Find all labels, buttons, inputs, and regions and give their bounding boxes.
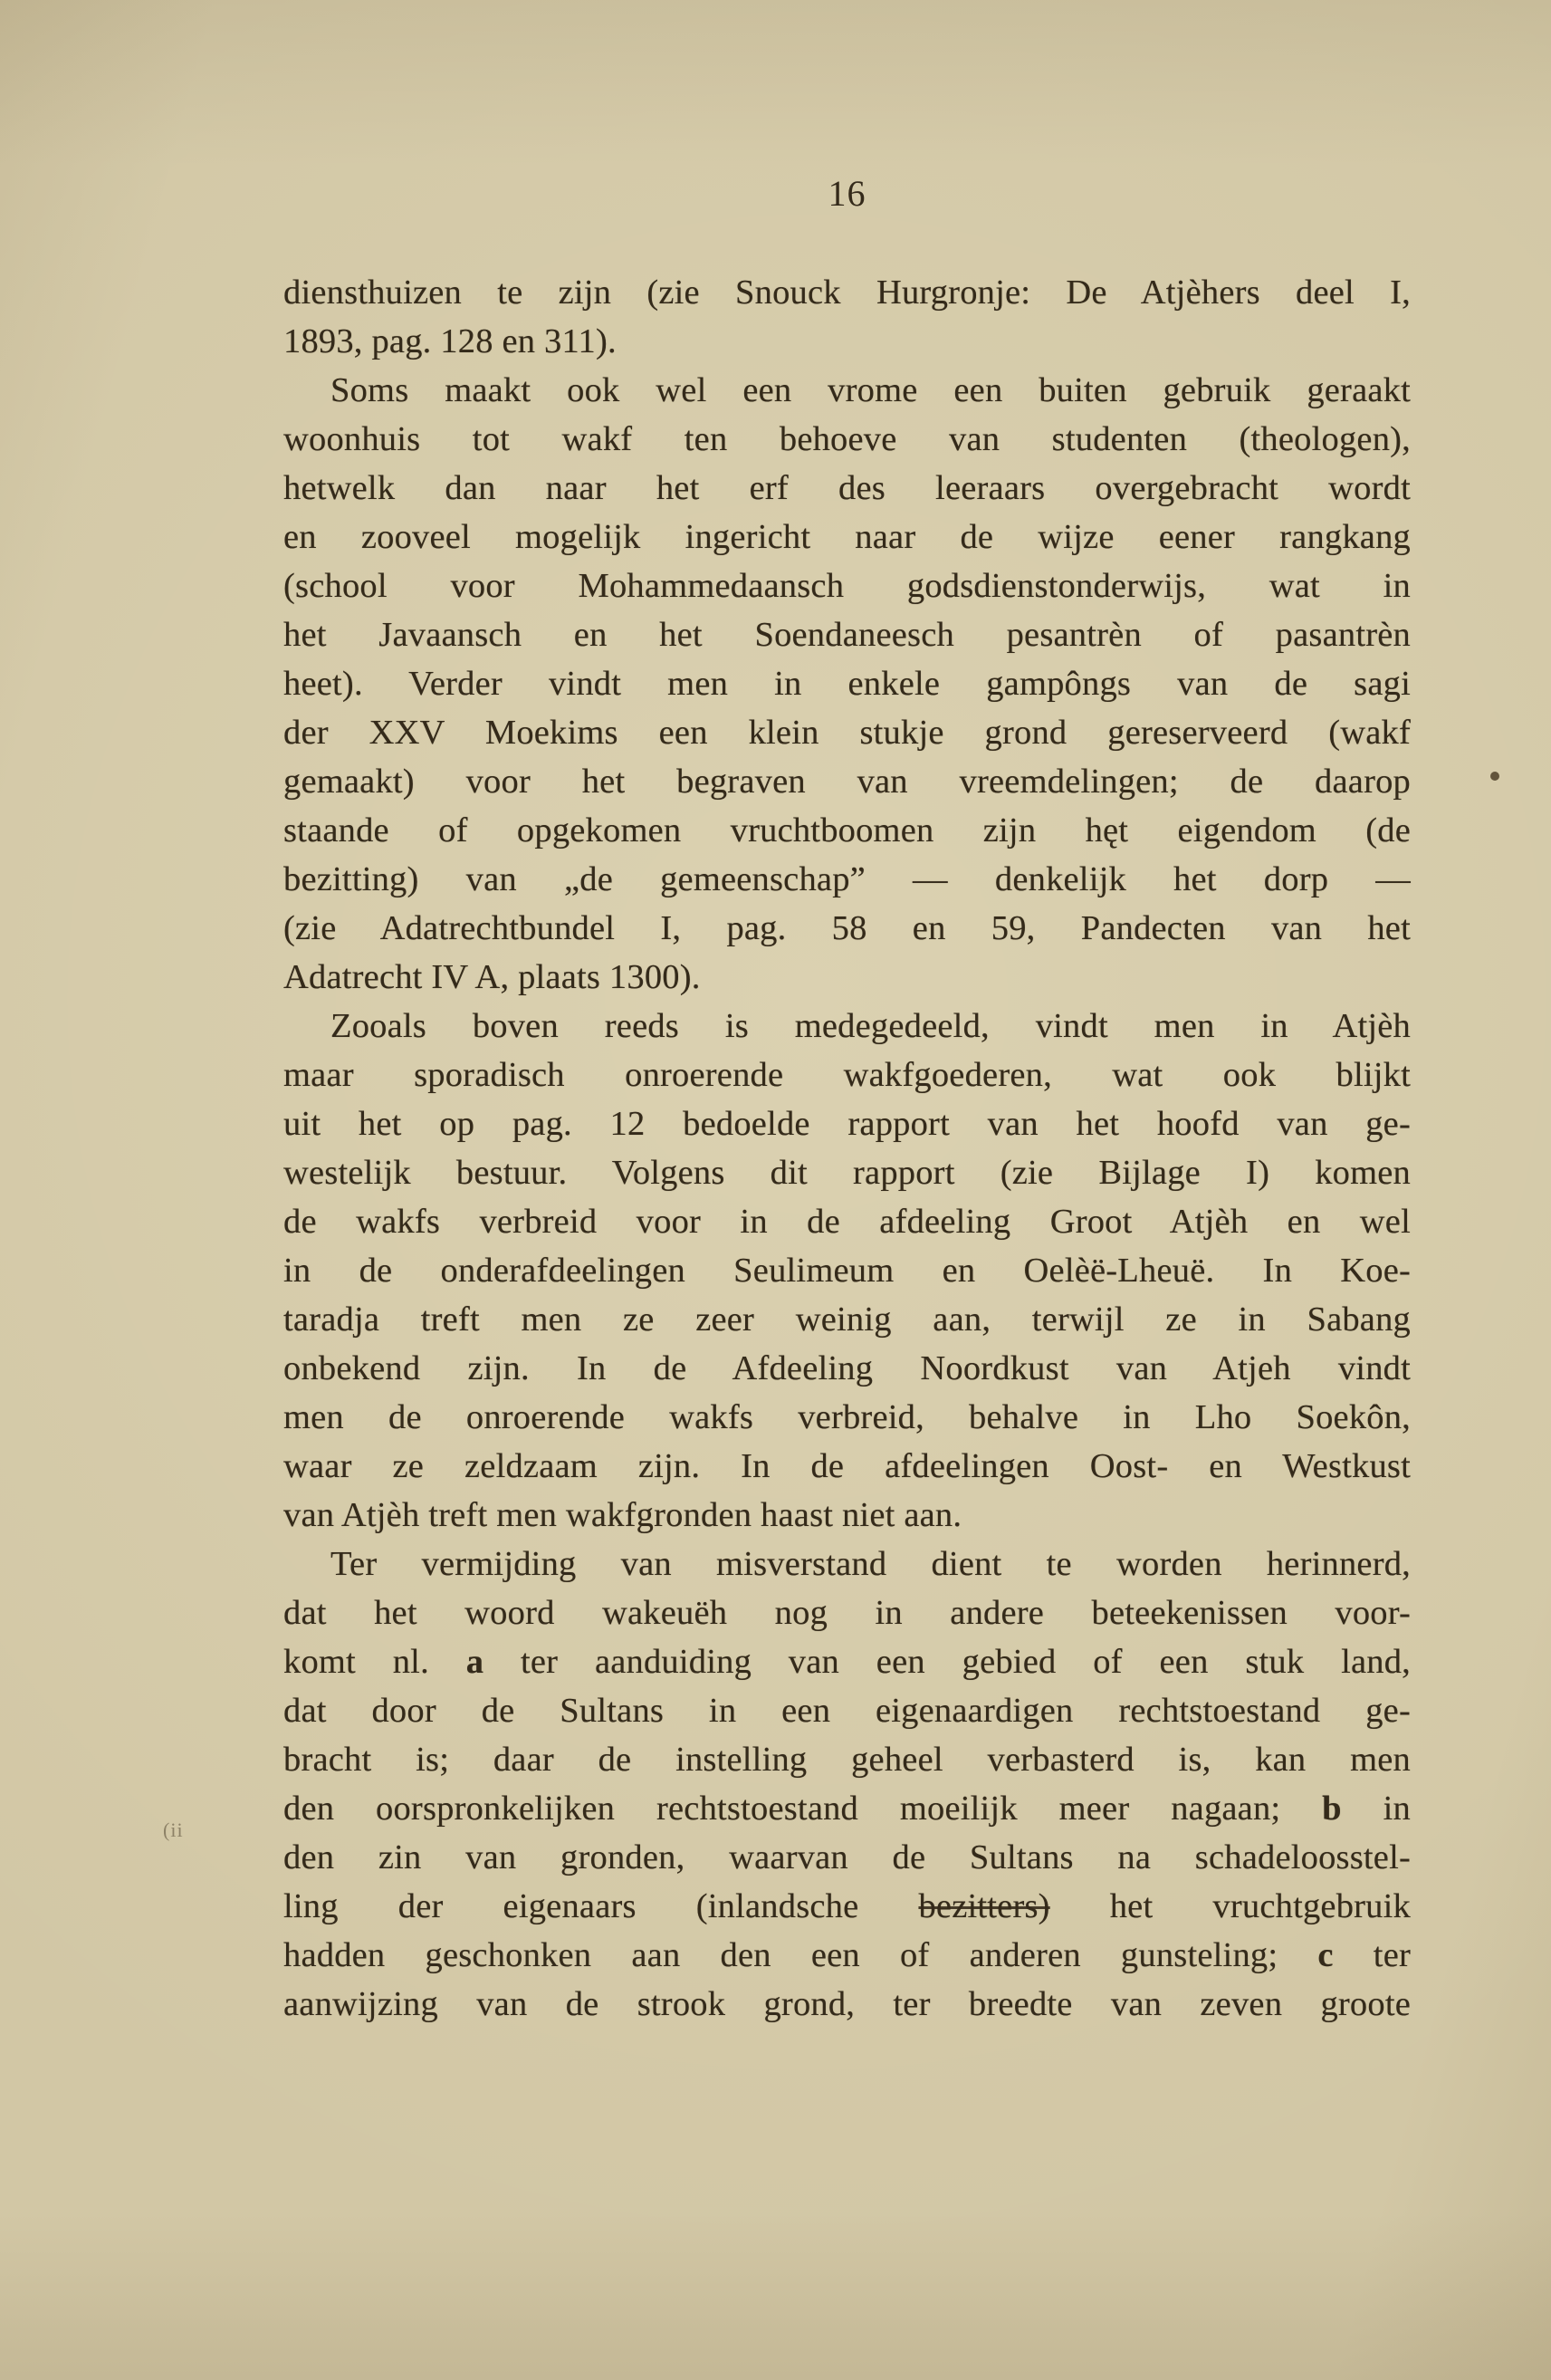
paragraph: [283, 1540, 1411, 2029]
text-line: taradja treft men ze zeer weinig aan, terwijl ze in Sabang: [283, 1300, 1411, 1339]
text-line: den zin van gronden, waarvan de Sultans na schadeloosstel-: [283, 1838, 1411, 1876]
text-line: uit het op pag. 12 bedoelde rapport van het hoofd van ge-: [283, 1105, 1411, 1143]
text-line: bracht is; daar de instelling geheel verbasterd is, kan men: [283, 1741, 1411, 1779]
text-line: dat het woord wakeuëh nog in andere beteekenissen voor-: [283, 1594, 1411, 1632]
text-line: hetwelk dan naar het erf des leeraars overgebracht wordt: [283, 469, 1411, 507]
text-line: den oorspronkelijken rechtstoestand moeilijk meer nagaan; b in: [283, 1790, 1411, 1828]
text-line: hadden geschonken aan den een of anderen gunsteling; c ter: [283, 1936, 1412, 1974]
text-line: in de onderafdeelingen Seulimeum en Oelèë-Lheuë. In Koe-: [283, 1252, 1411, 1290]
text-line: Ter vermijding van misverstand dient te worden herinnerd,: [330, 1545, 1411, 1583]
text-line: van Atjèh treft men wakfgronden haast niet aan.: [283, 1496, 962, 1534]
text-line: heet). Verder vindt men in enkele gampôngs van de sagi: [283, 665, 1411, 703]
text-line: staande of opgekomen vruchtboomen zijn hęt eigendom (de: [283, 811, 1411, 849]
text-line: komt nl. a ter aanduiding van een gebied of een stuk land,: [283, 1643, 1411, 1681]
right-margin-ink-dot: [1490, 772, 1499, 781]
text-line: 1893, pag. 128 en 311).: [283, 322, 617, 360]
text-line: diensthuizen te zijn (zie Snouck Hurgronje: De Atjèhers deel I,: [283, 274, 1411, 312]
text-line: men de onroerende wakfs verbreid, behalve in Lho Soekôn,: [283, 1398, 1411, 1436]
text-line: aanwijzing van de strook grond, ter breedte van zeven groote: [283, 1985, 1411, 2023]
text-line: Zooals boven reeds is medegedeeld, vindt men in Atjèh: [330, 1007, 1411, 1045]
text-line: maar sporadisch onroerende wakfgoederen, wat ook blijkt: [283, 1056, 1411, 1094]
text-line: Soms maakt ook wel een vrome een buiten gebruik geraakt: [330, 371, 1411, 409]
paragraph: [283, 1002, 1411, 1540]
text-line: der XXV Moekims een klein stukje grond gereserveerd (wakf: [283, 714, 1411, 752]
text-line: (school voor Mohammedaansch godsdienstonderwijs, wat in: [283, 567, 1411, 605]
text-line: bezitting) van „de gemeenschap” — denkelijk het dorp —: [283, 860, 1411, 898]
text-line: Adatrecht IV A, plaats 1300).: [283, 958, 701, 996]
text-line: dat door de Sultans in een eigenaardigen rechtstoestand ge-: [283, 1692, 1411, 1730]
text-line: het Javaansch en het Soendaneesch pesantrèn of pasantrèn: [283, 616, 1411, 654]
text-line: (zie Adatrechtbundel I, pag. 58 en 59, Pandecten van het: [283, 909, 1411, 947]
text-line: waar ze zeldzaam zijn. In de afdeelingen Oost- en Westkust: [283, 1447, 1411, 1485]
text-line: de wakfs verbreid voor in de afdeeling Groot Atjèh en wel: [283, 1203, 1411, 1241]
text-line: ling der eigenaars (inlandsche bezitters) het vruchtgebruik: [283, 1887, 1411, 1925]
text-line: onbekend zijn. In de Afdeeling Noordkust van Atjeh vindt: [283, 1349, 1411, 1387]
text-line: en zooveel mogelijk ingericht naar de wijze eener rangkang: [283, 518, 1411, 556]
text-line: gemaakt) voor het begraven van vreemdelingen; de daarop: [283, 763, 1411, 801]
text-block: [283, 268, 1411, 2029]
text-line: westelijk bestuur. Volgens dit rapport (zie Bijlage I) komen: [283, 1154, 1411, 1192]
paragraph: [283, 268, 1411, 366]
left-margin-print-artifact: (ii: [163, 1819, 184, 1841]
page-number: 16: [828, 173, 866, 214]
paragraph: [283, 366, 1411, 1002]
text-line: woonhuis tot wakf ten behoeve van studenten (theologen),: [283, 420, 1411, 458]
